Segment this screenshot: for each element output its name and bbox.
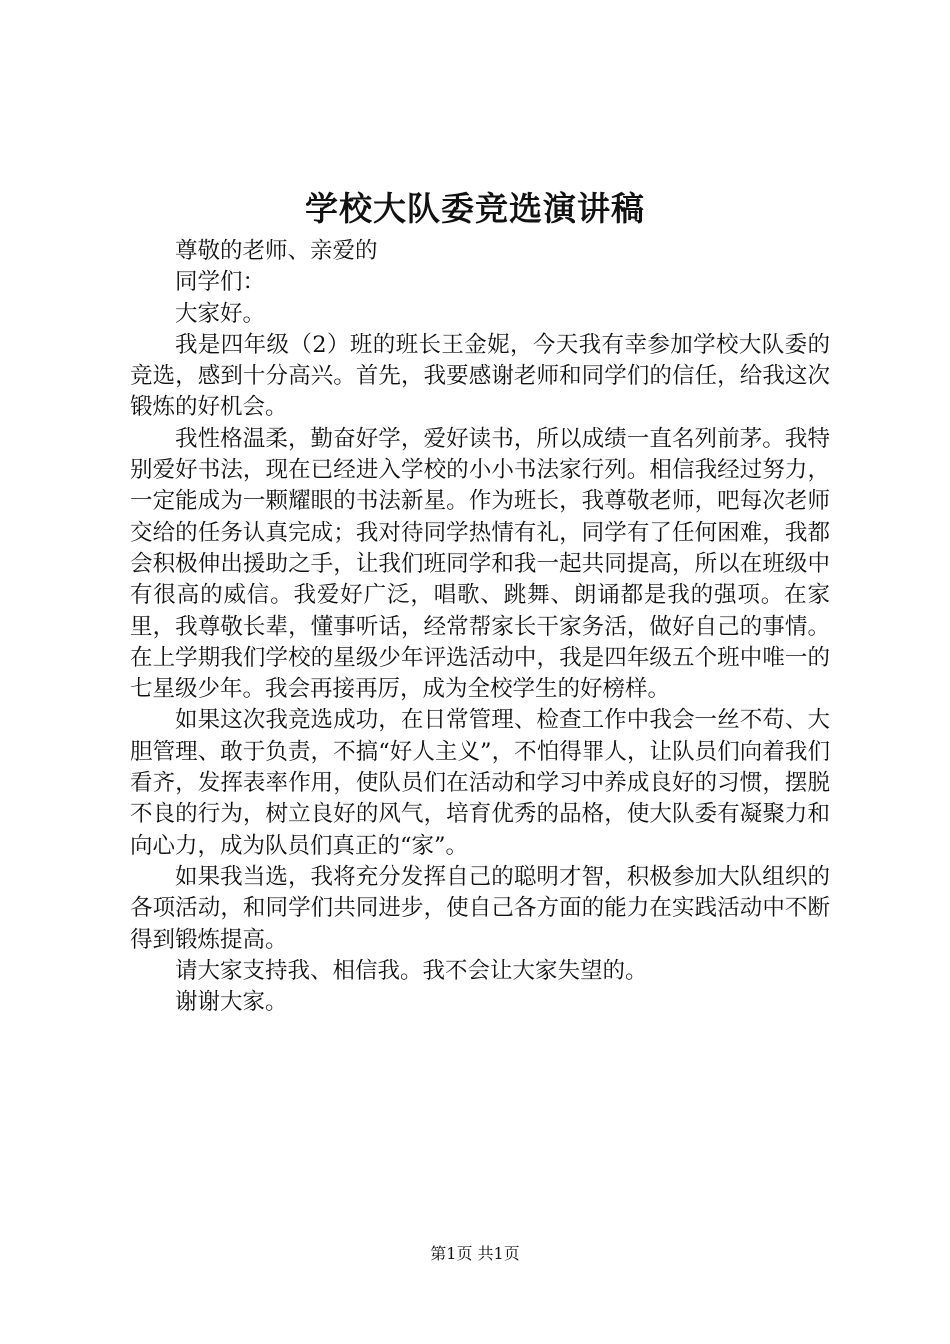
paragraph-thanks: 谢谢大家。 — [175, 989, 288, 1016]
paragraph-plans: 如果这次我竞选成功，在日常管理、检查工作中我会一丝不苟、大胆管理、敢于负责，不搞“好人主义”，不怕得罪人，让队员们向着我们看齐，发挥表率作用，使队员们在活动和学习中养成良好的习惯，摆脱不良的行为，树立良好的风气，培育优秀的品格，使大队委有凝聚力和向心力，成为队员们真正的“家”。 — [130, 707, 830, 859]
paragraph-introduction: 我是四年级（2）班的班长王金妮，今天我有幸参加学校大队委的竞选，感到十分高兴。首先，我要感谢老师和同学们的信任，给我这次锻炼的好机会。 — [130, 331, 830, 421]
greeting: 大家好。 — [175, 300, 266, 327]
salutation-line-2: 同学们： — [175, 269, 266, 296]
document-body — [130, 236, 830, 1018]
document-title: 学校大队委竞选演讲稿 — [305, 189, 645, 228]
salutation-line-1: 尊敬的老师、亲爱的 — [175, 238, 378, 264]
paragraph-commitment: 如果我当选，我将充分发挥自己的聪明才智，积极参加大队组织的各项活动，和同学们共同进步，使自己各方面的能力在实践活动中不断得到锻炼提高。 — [130, 863, 830, 953]
page-number-footer: 第1页 共1页 — [430, 1244, 520, 1263]
paragraph-qualities: 我性格温柔，勤奋好学，爱好读书，所以成绩一直名列前茅。我特别爱好书法，现在已经进入学校的小小书法家行列。相信我经过努力，一定能成为一颗耀眼的书法新星。作为班长，我尊敬老师，吧每次老师交给的任务认真完成；我对待同学热情有礼，同学有了任何困难，我都会积极伸出援助之手，让我们班同学和我一起共同提高，所以在班级中有很高的威信。我爱好广泛，唱歌、跳舞、朗诵都是我的强项。在家里，我尊敬长辈，懂事听话，经常帮家长干家务活，做好自己的事情。在上学期我们学校的星级少年评选活动中，我是四年级五个班中唯一的七星级少年。我会再接再厉，成为全校学生的好榜样。 — [130, 425, 830, 703]
paragraph-request-support: 请大家支持我、相信我。我不会让大家失望的。 — [175, 957, 648, 984]
